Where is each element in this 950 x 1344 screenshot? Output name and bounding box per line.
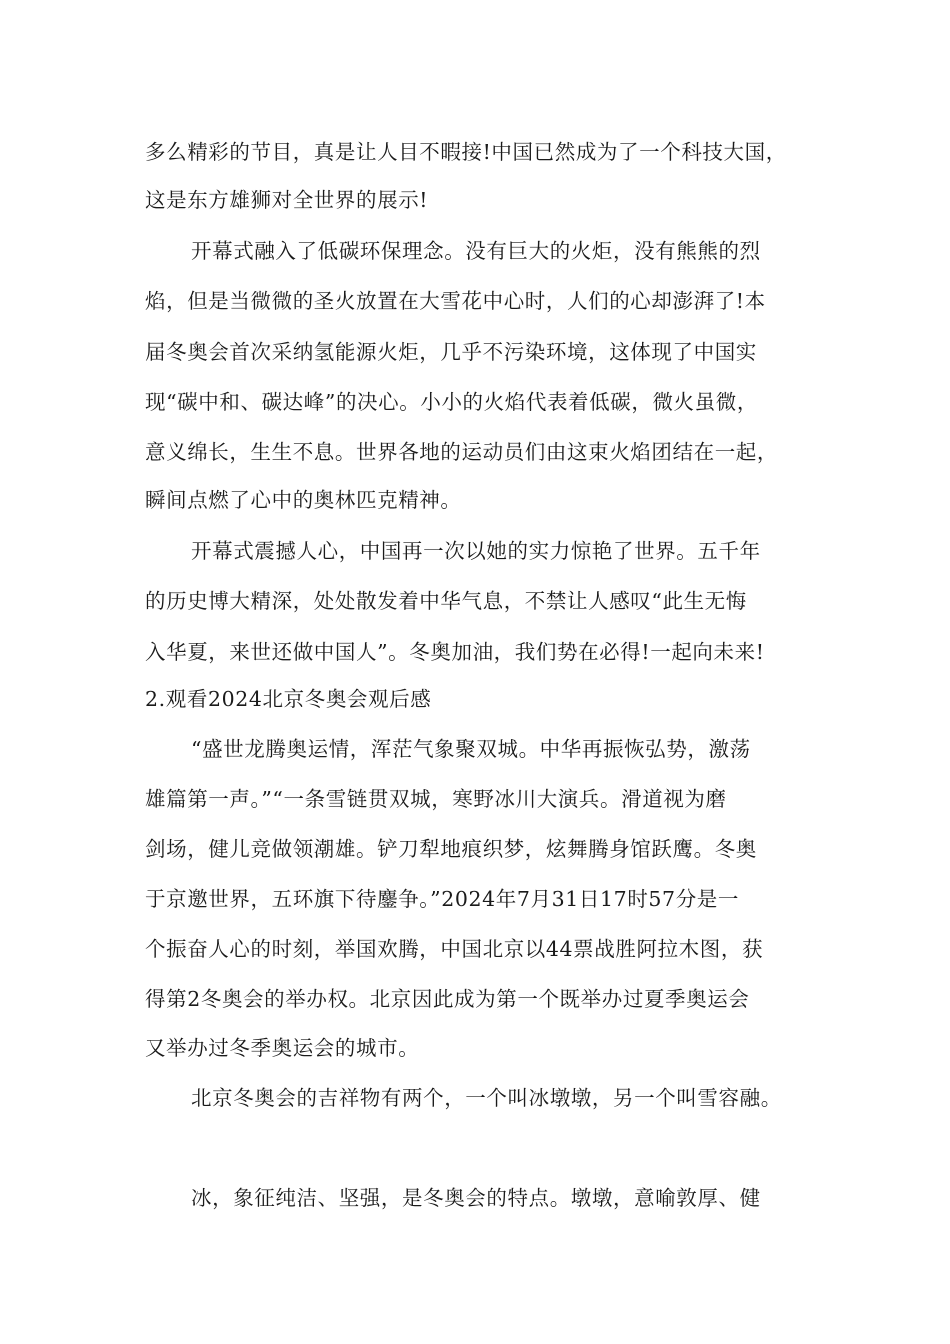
text-line: 意义绵长，生生不息。世界各地的运动员们由这束火焰团结在一起， — [145, 440, 778, 464]
paragraph-first-line: “盛世龙腾奥运情，浑茫气象聚双城。中华再振恢弘势，激荡 — [191, 737, 751, 761]
text-line: 瞬间点燃了心中的奥林匹克精神。 — [145, 488, 462, 512]
text-line: 于京邀世界，五环旗下待鏖争。”2024年7月31日17时57分是一 — [145, 887, 739, 911]
text-line: 得第2冬奥会的举办权。北京因此成为第一个既举办过夏季奥运会 — [145, 987, 750, 1011]
text-line: 届冬奥会首次采纳氢能源火炬，几乎不污染环境，这体现了中国实 — [145, 340, 757, 364]
text-line: 个振奋人心的时刻，举国欢腾，中国北京以44票战胜阿拉木图，获 — [145, 937, 764, 961]
text-line: 雄篇第一声。”“一条雪链贯双城，寒野冰川大演兵。滑道视为磨 — [145, 787, 727, 811]
text-line: 剑场，健儿竞做领潮雄。铲刀犁地痕织梦，炫舞腾身馆跃鹰。冬奥 — [145, 837, 757, 861]
paragraph-first-line: 冰，象征纯洁、坚强，是冬奥会的特点。墩墩，意喻敦厚、健 — [191, 1186, 761, 1210]
paragraph-first-line: 北京冬奥会的吉祥物有两个，一个叫冰墩墩，另一个叫雪容融。 — [191, 1086, 782, 1110]
paragraph-first-line: 开幕式震撼人心，中国再一次以她的实力惊艳了世界。五千年 — [191, 539, 761, 563]
text-line: 多么精彩的节目，真是让人目不暇接!中国已然成为了一个科技大国， — [145, 140, 787, 164]
text-line: 的历史博大精深，处处散发着中华气息，不禁让人感叹“此生无悔 — [145, 589, 747, 613]
text-line: 现“碳中和、碳达峰”的决心。小小的火焰代表着低碳，微火虽微， — [145, 390, 758, 414]
text-line: 焰，但是当微微的圣火放置在大雪花中心时，人们的心却澎湃了!本 — [145, 289, 766, 313]
text-line: 入华夏，来世还做中国人”。冬奥加油，我们势在必得!一起向未来! — [145, 640, 765, 664]
paragraph-first-line: 开幕式融入了低碳环保理念。没有巨大的火炬，没有熊熊的烈 — [191, 239, 761, 263]
text-line: 这是东方雄狮对全世界的展示! — [145, 188, 429, 212]
text-line: 又举办过冬季奥运会的城市。 — [145, 1036, 420, 1060]
section-heading: 2.观看2024北京冬奥会观后感 — [145, 687, 432, 711]
